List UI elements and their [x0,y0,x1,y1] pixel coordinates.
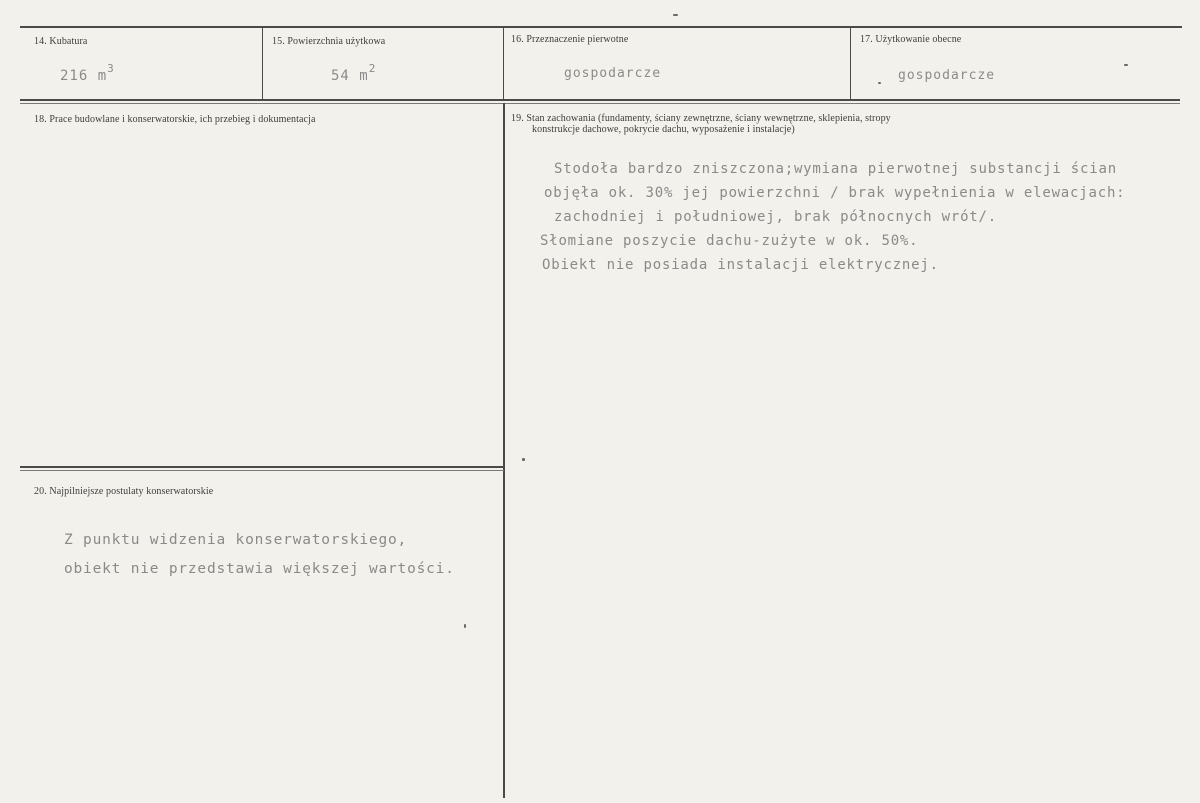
ink-speck [1124,64,1128,66]
field-16-label: 16. Przeznaczenie pierwotne [511,34,629,45]
field-14-exponent: 3 [107,62,115,75]
field-15-value [331,62,376,84]
field-20-text [64,526,455,584]
field-19-line: Obiekt nie posiada instalacji elektrycznej. [542,257,939,273]
field-19-text [538,157,1125,277]
field-14-number: 216 m [60,68,108,84]
field-18-label: 18. Prace budowlane i konserwatorskie, ich przebieg i dokumentacja [34,114,316,125]
divider-16-17 [850,28,851,100]
field-19-line: Stodoła bardzo zniszczona;wymiana pierwotnej substancji ścian [554,161,1117,177]
field-20-label: 20. Najpilniejsze postulaty konserwatorskie [34,486,214,497]
row1-bottom-rule [20,99,1180,101]
field-19-line: zachodniej i południowej, brak północnych wrót/. [554,209,997,225]
field-19-line: Słomiane poszycie dachu-zużyte w ok. 50%. [540,233,919,249]
field-15-exponent: 2 [368,62,377,75]
ink-speck [522,458,525,461]
ink-speck [464,624,466,628]
divider-14-15 [262,28,263,100]
field-19-label-line2: konstrukcje dachowe, pokrycie dachu, wyposażenie i instalacje) [532,124,795,135]
field-17-value: gospodarcze [898,68,996,83]
field-17-label: 17. Użytkowanie obecne [860,34,962,45]
top-rule [20,26,1182,28]
field-20-line: obiekt nie przedstawia większej wartości. [64,561,455,577]
ink-speck [673,14,678,16]
field-19-label-line1: 19. Stan zachowania (fundamenty, ściany zewnętrzne, ściany wewnętrzne, sklepienia, stropy [511,113,891,124]
field-19-line: objęła ok. 30% jej powierzchni / brak wypełnienia w elewacjach: [544,185,1126,201]
field-14-label: 14. Kubatura [34,36,88,47]
divider-18-20 [20,466,504,468]
field-20-line: Z punktu widzenia konserwatorskiego, [64,532,408,548]
field-14-value [60,62,115,84]
field-16-value: gospodarcze [564,66,662,81]
field-15-label: 15. Powierzchnia użytkowa [272,36,386,47]
divider-15-16 [503,28,504,100]
ink-speck [878,82,881,84]
divider-main [503,103,505,798]
divider-18-20-thin [20,470,504,471]
field-15-number: 54 m [331,68,369,84]
row1-bottom-rule-thin [20,103,1180,104]
